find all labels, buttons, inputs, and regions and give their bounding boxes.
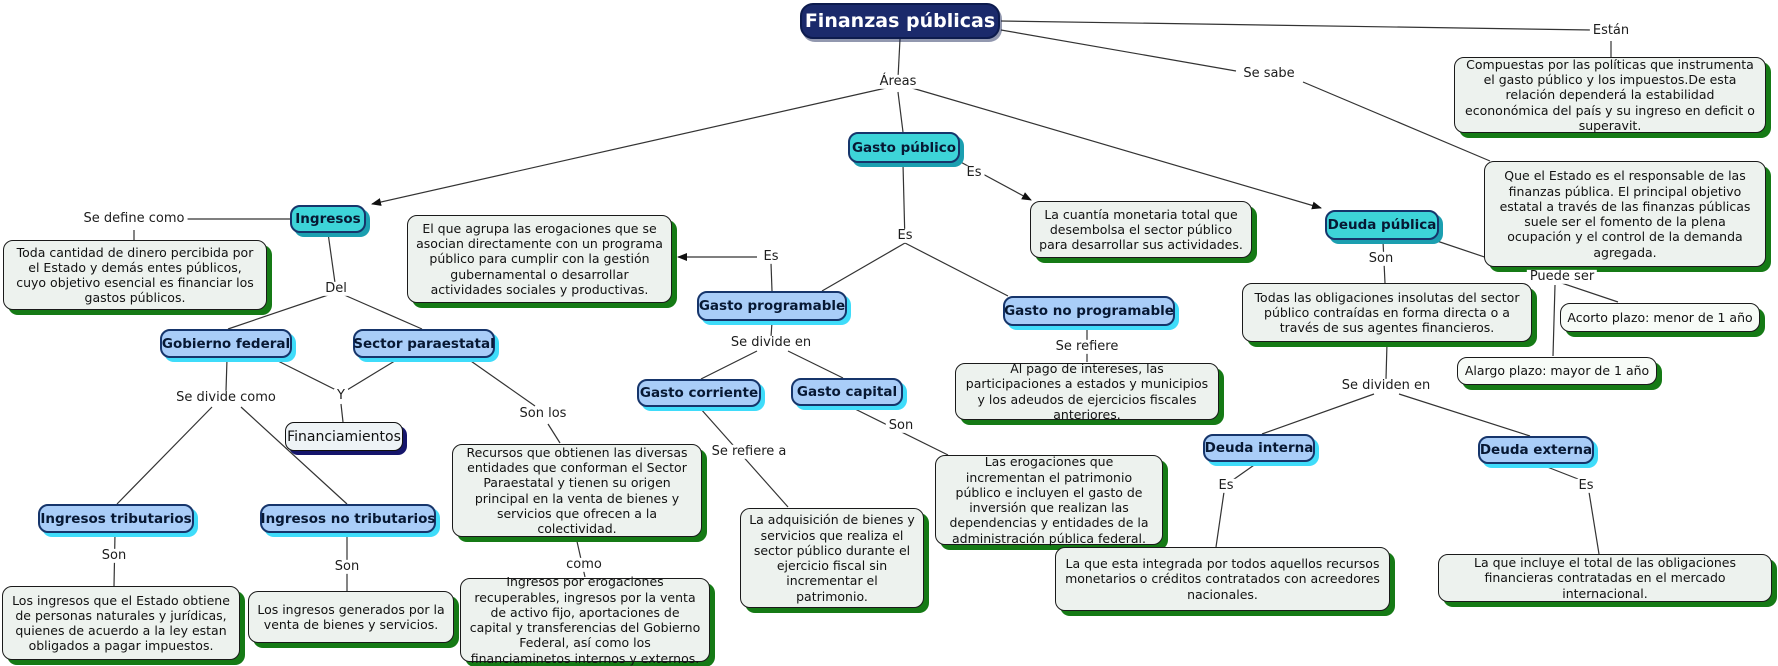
box-ingresos-estado[interactable]: Los ingresos que el Estado obtiene de personas naturales y jurídicas, quienes de acuerdo a la ley estan obligados a pagar impuestos. [2,586,240,660]
box-recursos-entidades[interactable]: Recursos que obtienen las diversas entidades que conforman el Sector Paraestatal y tienen su origen principal en la venta de bienes y servicios que ofrecen a la colectividad. [452,444,702,537]
box-integrada-recursos[interactable]: La que esta integrada por todos aquellos recursos monetarios o créditos contratados con acreedores nacionales. [1055,547,1390,611]
box-ingresos-generados[interactable]: Los ingresos generados por la venta de bienes y servicios. [248,591,454,643]
link-label-son-los[interactable]: Son los [517,407,570,421]
edge-sector-y [347,359,398,390]
box-alargo-plazo[interactable]: Alargo plazo: mayor de 1 año [1457,357,1657,385]
edge-es-programable [822,243,905,291]
node-gasto-corriente[interactable]: Gasto corriente [637,379,761,407]
edge-programable-es [771,263,772,291]
edge-root-estan [1001,21,1592,30]
edge-sedivideen-capital [788,351,843,378]
edge-sedividecomo-tributarios [117,407,212,504]
node-gasto-capital[interactable]: Gasto capital [791,378,903,406]
edge-gobierno-y [274,359,336,390]
edge-sonlos-recursos [548,424,560,443]
node-finanzas-publicas[interactable]: Finanzas públicas [800,3,1000,39]
node-financiamientos[interactable]: Financiamientos [285,422,403,451]
node-ingresos-tributarios[interactable]: Ingresos tributarios [38,504,194,533]
box-compuestas-politicas[interactable]: Compuestas por las políticas que instrumenta el gasto público y los impuestos.De esta relación dependerá la estabilidad econonómica del país y su ingreso en deficit o superavit. [1454,57,1766,133]
link-label-es-programable[interactable]: Es [761,250,782,264]
node-gasto-publico[interactable]: Gasto público [848,132,960,163]
box-toda-cantidad[interactable]: Toda cantidad de dinero percibida por el Estado y demás entes públicos, cuyo objetivo esencial es financiar los gastos públicos. [3,240,267,310]
node-gasto-programable[interactable]: Gasto programable [697,291,847,321]
link-label-es-rama[interactable]: Es [895,229,916,243]
link-label-se-sabe[interactable]: Se sabe [1240,67,1297,81]
link-label-son-no-tributarios[interactable]: Son [332,560,362,574]
box-ingresos-erogaciones[interactable]: Ingresos por erogaciones recuperables, ingresos por la venta de activo fijo, aportaciones de capital y transferencias del Gobierno Federal, así como los financiaminetos internos y externos. [460,578,710,662]
edge-areas-gasto-publico [898,92,903,132]
box-al-pago-intereses[interactable]: Al pago de intereses, las participaciones a estados y municipios y los adeudos de ejercicios fiscales anteriores. [955,363,1219,420]
link-label-areas[interactable]: Áreas [877,75,920,89]
node-gobierno-federal[interactable]: Gobierno federal [160,329,292,358]
link-label-estan[interactable]: Están [1590,24,1632,38]
edge-es-integrada [1216,492,1224,547]
edge-sector-sonlos [468,359,535,406]
box-el-que-agrupa[interactable]: El que agrupa las erogaciones que se asocian directamente con un programa público para cumplir con la gestión gubernamental o desarrollar actividades sociales y productivas. [407,215,672,303]
node-ingresos[interactable]: Ingresos [290,205,366,233]
box-cuantia-monetaria[interactable]: La cuantía monetaria total que desembolsa el sector público para desarrollar sus actividades. [1030,201,1252,258]
edge-areas-ingresos [372,88,886,204]
edge-puedeser-alargo [1553,285,1555,356]
link-label-son-capital[interactable]: Son [886,419,916,433]
link-label-son-tributarios[interactable]: Son [99,549,129,563]
edge-externa-es [1537,463,1578,479]
box-acorto-plazo[interactable]: Acorto plazo: menor de 1 año [1560,303,1760,332]
link-label-es-cuantia[interactable]: Es [964,166,985,180]
edge-es-incluye [1589,492,1599,554]
node-ingresos-no-tributarios[interactable]: Ingresos no tributarios [260,504,436,533]
box-adquisicion-bienes[interactable]: La adquisición de bienes y servicios que realiza el sector público durante el ejercicio fiscal sin incrementar el patrimonio. [740,508,924,608]
link-label-como[interactable]: como [563,558,605,572]
link-label-puede-ser[interactable]: Puede ser [1527,270,1597,284]
box-todas-obligaciones[interactable]: Todas las obligaciones insolutas del sector público contraídas en forma directa o a través de sus agentes financieros. [1242,283,1532,342]
edge-sedivideen-corriente [701,351,757,379]
edge-es-noprogramable [905,243,1008,296]
edge-root-areas [898,39,900,78]
link-label-y[interactable]: Y [334,389,348,403]
node-deuda-externa[interactable]: Deuda externa [1478,436,1594,464]
edge-todas-sedividenen [1386,343,1387,379]
link-label-es-externa[interactable]: Es [1576,479,1597,493]
link-label-es-interna[interactable]: Es [1216,479,1237,493]
node-deuda-interna[interactable]: Deuda interna [1203,434,1315,462]
link-label-se-divide-como[interactable]: Se divide como [173,391,279,405]
edge-sedividenen-externa [1399,394,1530,436]
box-estado-responsable[interactable]: Que el Estado es el responsable de las finanzas pública. El principal objetivo estatal a través de las finanzas públicas suele ser el fomento de la plena ocupación y el control de la demanda agregada. [1484,161,1766,267]
node-sector-paraestatal[interactable]: Sector paraestatal [353,329,495,358]
link-label-son-deuda[interactable]: Son [1366,252,1396,266]
node-deuda-publica[interactable]: Deuda pública [1325,210,1439,240]
edge-sedividenen-interna [1262,394,1374,434]
link-label-se-define-como[interactable]: Se define como [81,212,188,226]
link-label-del[interactable]: Del [322,282,350,296]
node-gasto-no-programable[interactable]: Gasto no programable [1003,296,1175,326]
edge-root-sesabe [1001,30,1236,71]
box-incluye-obligaciones[interactable]: La que incluye el total de las obligaciones financieras contratadas en el mercado internacional. [1438,554,1772,602]
edge-areas-deuda-publica [912,88,1321,208]
link-label-se-refiere-a[interactable]: Se refiere a [709,445,790,459]
box-erogaciones-incrementan[interactable]: Las erogaciones que incrementan el patrimonio público e incluyen el gasto de inversión que realizan las dependencias y entidades de la administración pública federal. [935,455,1163,545]
link-label-se-dividen-en[interactable]: Se dividen en [1339,379,1433,393]
link-label-se-divide-en[interactable]: Se divide en [728,336,814,350]
edge-y-financiamientos [341,404,343,422]
edge-gobierno-sedividecomo [226,359,227,391]
link-label-se-refiere[interactable]: Se refiere [1053,340,1122,354]
